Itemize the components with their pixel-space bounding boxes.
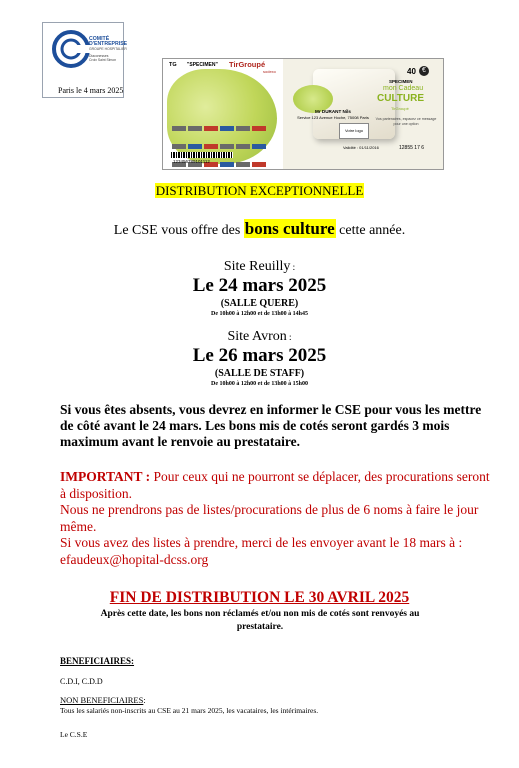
voucher-notes: Vos partenaires, espacez ce message pour une option [375, 117, 437, 126]
end-of-distribution: FIN DE DISTRIBUTION LE 30 AVRIL 2025 [109, 589, 410, 606]
after-date-notice: Après cette date, les bons non réclamés et/ou non mis de cotés sont renvoyés au prestataire. [100, 609, 420, 632]
site-a-name: Site Reuilly [223, 259, 291, 274]
recipient-name: Mr DURANT Nils [315, 109, 351, 114]
logo-line-3: GROUPE HOSPITALIER [89, 46, 127, 51]
voucher-brand-sub: sodexo [263, 69, 276, 74]
partner-logos [171, 119, 275, 149]
cse-logo-icon [51, 29, 91, 69]
euro-icon: € [419, 66, 429, 76]
voucher-specimen-top: "SPECIMEN" [187, 62, 218, 68]
logo-line-1: COMITÉ [89, 36, 110, 42]
voucher-culture: CULTURE [377, 93, 425, 104]
important-block [60, 469, 490, 568]
site-a-hours: De 10h00 à 12h00 et de 13h00 à 14h45 [210, 311, 308, 317]
voucher-left-panel [163, 59, 283, 169]
voucher-sub-brand: TirGroupé [391, 106, 409, 111]
beneficiaries-value: C.D.I, C.D.D [60, 677, 103, 686]
signature: Le C.S.E [60, 730, 88, 739]
logo-line-2: D'ENTREPRISE [89, 41, 128, 48]
barcode-icon [171, 152, 233, 158]
important-p1-text: Pour ceux qui ne pourront se déplacer, des procurations seront à disposition. [60, 469, 490, 501]
voucher-amount: 40 [407, 67, 416, 76]
absent-paragraph: Si vous êtes absents, vous devrez en informer le CSE pour vous les mettre de côté avant le 24 mars. Les bons mis de cotés seront gardés 3 mois maximum avant le renvoie au prestataire. [60, 402, 482, 449]
logo-line-5: Croix Saint Simon [89, 58, 117, 63]
important-p1 [60, 469, 490, 502]
gift-voucher-image [162, 58, 444, 170]
important-p3 [60, 535, 490, 568]
site-b-label [0, 329, 519, 345]
voucher-logo-box: Votre logo [339, 123, 369, 139]
barcode-number: 123456789101112 [173, 159, 210, 164]
important-label: IMPORTANT : [60, 469, 151, 484]
site-a-label [0, 259, 519, 275]
offer-after: cette année. [335, 223, 406, 238]
beneficiaries-heading: BENEFICIAIRES: [60, 656, 135, 666]
voucher-specimen: SPECIMEN [389, 79, 413, 84]
site-b-name: Site Avron [227, 329, 287, 344]
headline-text: DISTRIBUTION EXCEPTIONNELLE [155, 183, 364, 198]
site-b-hours: De 10h00 à 12h00 et de 13h00 à 15h00 [210, 381, 308, 387]
non-beneficiaries-heading [60, 695, 146, 705]
recipient-address: Service 123 Avenue Hoche, 75008 Paris [297, 114, 369, 120]
voucher-tg: TG [169, 62, 177, 68]
site-a-room: (SALLE QUERE) [220, 298, 299, 309]
non-beneficiaries-colon: : [143, 695, 146, 705]
voucher-brand: TirGroupé [229, 60, 266, 69]
site-b-date: Le 26 mars 2025 [192, 345, 327, 366]
document-date: Paris le 4 mars 2025 [58, 86, 124, 95]
voucher-recipient [295, 109, 371, 120]
voucher-serial: 12855 17 6 [399, 145, 425, 151]
headline [0, 183, 519, 199]
offer-before: Le CSE vous offre des [113, 223, 244, 238]
site-a-date: Le 24 mars 2025 [192, 275, 327, 296]
voucher-validity: Validité : 01/11/2016 [343, 145, 379, 150]
site-b-room: (SALLE DE STAFF) [214, 368, 305, 379]
important-p3-text: Si vous avez des listes à prendre, merci de les envoyer avant le 18 mars à : efaudeux@hopital-dcss.org [60, 535, 463, 567]
important-p2: Nous ne prendrons pas de listes/procurations de plus de 6 noms à faire le jour même. [60, 502, 479, 534]
offer-highlight: bons culture [244, 219, 335, 238]
offer-line [0, 219, 519, 239]
non-beneficiaries-label: NON BENEFICIAIRES [60, 695, 144, 705]
logo-line-4: Diaconesses [89, 54, 109, 59]
site-b-colon: : [286, 332, 292, 342]
site-a-colon: : [290, 262, 296, 272]
voucher-mon-cadeau: mon Cadeau [383, 85, 424, 92]
non-beneficiaries-value: Tous les salariés non-inscrits au CSE au 21 mars 2025, les vacataires, les intérimaires. [60, 706, 319, 715]
